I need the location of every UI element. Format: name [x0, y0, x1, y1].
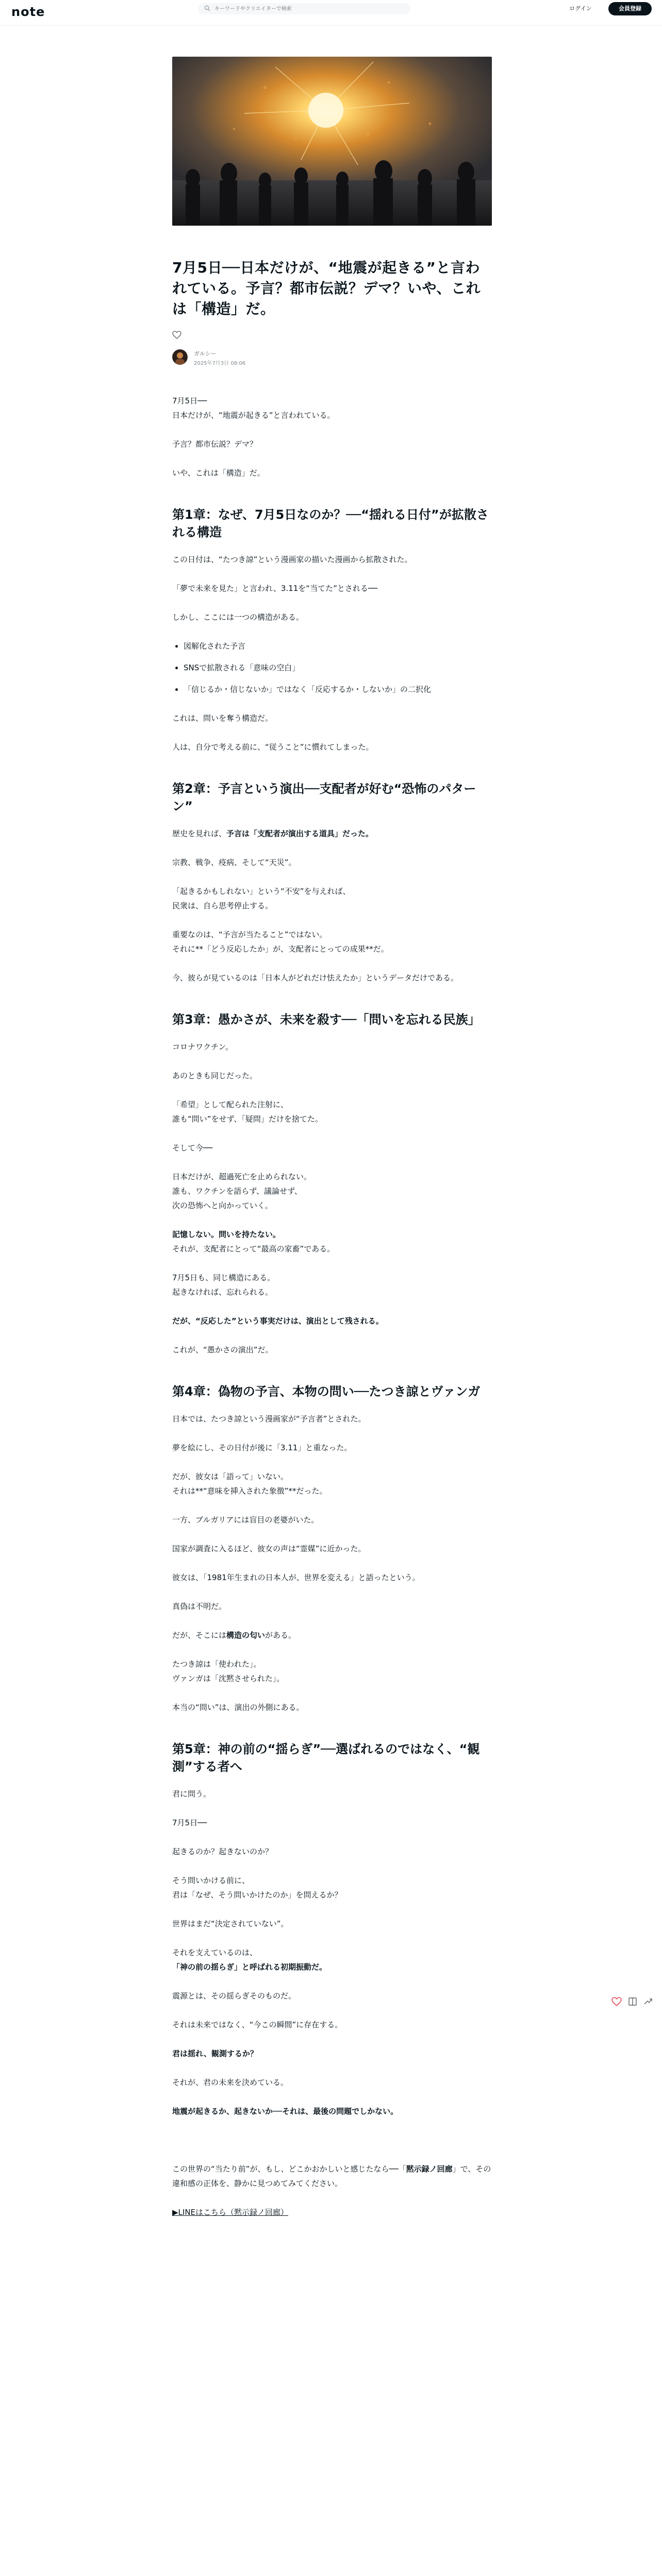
article-body — [172, 394, 492, 2219]
paragraph: 今、彼らが見ているのは「日本人がどれだけ怯えたか」というデータだけである。 — [172, 973, 459, 982]
paragraph: 国家が調査に入るほど、彼女の声は“霊媒”に近かった。 — [172, 1544, 366, 1553]
avatar[interactable] — [172, 349, 188, 365]
paragraph: 君に問う。 — [172, 1789, 211, 1799]
chapter-heading: 第1章：なぜ、7月5日なのか？──“揺れる日付”が拡散される構造 — [172, 507, 489, 539]
paragraph: 真偽は不明だ。 — [172, 1602, 227, 1611]
paragraph: 人は、自分で考える前に、“従うこと”に慣れてしまった。 — [172, 742, 374, 752]
paragraph: しかし、ここには一つの構造がある。 — [172, 613, 304, 622]
bullet-list — [184, 639, 492, 697]
paragraph: そして今── — [172, 1143, 213, 1153]
list-item: • 図解化された予言 — [184, 639, 492, 653]
author-block[interactable] — [172, 348, 492, 367]
text: だが、そこには — [172, 1631, 227, 1640]
paragraph: だが、彼女は「語って」いない。 — [172, 1472, 289, 1481]
paragraph: これは、問いを奪う構造だ。 — [172, 714, 273, 723]
list-item: • SNSで拡散される「意味の空白」 — [184, 660, 492, 675]
site-header — [0, 0, 662, 26]
search-icon — [204, 5, 210, 11]
paragraph: 本当の“問い”は、演出の外側にある。 — [172, 1703, 304, 1712]
article — [172, 258, 492, 2234]
paragraph: 起きるのか？起きないのか？ — [172, 1847, 273, 1856]
paragraph — [172, 1314, 492, 1328]
article-title: 7月5日──日本だけが、“地震が起きる”と言われている。予言？都市伝説？デマ？いや、これは「構造」だ。 — [172, 259, 481, 317]
paragraph — [172, 1227, 492, 1242]
login-button[interactable]: ログイン — [569, 5, 592, 12]
signup-button[interactable]: 会員登録 — [608, 2, 652, 15]
share-icon[interactable] — [643, 1997, 653, 2006]
paragraph: 日本だけが、超過死亡を止められない。 — [172, 1172, 312, 1181]
bold-text: 予言は「支配者が演出する道具」だった。 — [226, 829, 374, 838]
paragraph: 君は「なぜ、そう問いかけたのか」を問えるか？ — [172, 1890, 342, 1900]
bold-text: 構造の匂い — [226, 1631, 266, 1640]
paragraph: ヴァンガは「沈黙させられた」。 — [172, 1674, 285, 1683]
paragraph — [172, 2205, 492, 2219]
paragraph: 宗教、戦争、疫病、そして“天災”。 — [172, 858, 296, 867]
heart-icon[interactable] — [172, 331, 181, 339]
paragraph: それが、支配者にとって“最高の家畜”である。 — [172, 1244, 335, 1253]
text: 」で、その違和感の正体を、静かに見つめてみてください。 — [172, 2164, 491, 2188]
paragraph: 彼女は、「1981年生まれの日本人が、世界を変える」と語ったという。 — [172, 1573, 420, 1582]
paragraph: 一方、ブルガリアには盲目の老婆がいた。 — [172, 1515, 319, 1524]
paragraph: 「夢で未来を見た」と言われ、3.11を“当てた”とされる── — [172, 584, 377, 593]
bookmark-icon[interactable] — [628, 1997, 637, 2006]
list-item: • 「信じるか・信じないか」ではなく「反応するか・しないか」の二択化 — [184, 682, 492, 697]
chapter-heading: 第2章：予言という演出──支配者が好む“恐怖のパターン” — [172, 782, 476, 814]
paragraph: 7月5日── — [172, 1818, 207, 1827]
paragraph: 夢を絵にし、その日付が後に「3.11」と重なった。 — [172, 1443, 352, 1452]
text: この世界の“当たり前”が、もし、どこかおかしいと感じたなら──「 — [172, 2164, 406, 2174]
paragraph: 民衆は、自ら思考停止する。 — [172, 901, 273, 910]
bold-text: だが、“反応した”という事実だけは、演出として残される。 — [172, 1316, 384, 1326]
bold-text: 「神の前の揺らぎ」と呼ばれる初期振動だ。 — [172, 1962, 327, 1972]
paragraph — [172, 1960, 492, 1974]
bold-text: 黙示録ノ回廊 — [406, 2164, 453, 2174]
bold-text: 君は揺れ、観測するか？ — [172, 2049, 258, 2058]
author-name[interactable]: ガルシー — [194, 350, 217, 357]
chapter-heading: 第5章：神の前の“揺らぎ”──選ばれるのではなく、“観測”する者へ — [172, 1742, 480, 1774]
paragraph: 日本では、たつき諒という漫画家が“予言者”とされた。 — [172, 1414, 366, 1423]
text: がある。 — [265, 1631, 296, 1640]
paragraph: それが、君の未来を決めている。 — [172, 2078, 289, 2087]
search-bar[interactable] — [198, 3, 410, 14]
chapter-heading: 第3章：愚かさが、未来を殺す──「問いを忘れる民族」 — [172, 1012, 481, 1027]
paragraph: それは未来ではなく、“今この瞬間”に存在する。 — [172, 2020, 343, 2029]
paragraph: 予言？都市伝説？デマ？ — [172, 439, 258, 449]
paragraph: それに**「どう反応したか」が、支配者にとっての成果**だ。 — [172, 944, 389, 954]
paragraph: 誰も、ワクチンを語らず、議論せず、 — [172, 1187, 302, 1196]
side-actions — [611, 1997, 658, 2009]
paragraph: 世界はまだ“決定されていない”。 — [172, 1919, 289, 1928]
paragraph: 次の恐怖へと向かっていく。 — [172, 1201, 273, 1210]
paragraph: 誰も“問い”をせず、「疑問」だけを捨てた。 — [172, 1114, 323, 1124]
paragraph: そう問いかける前に、 — [172, 1876, 250, 1885]
paragraph: たつき諒は「使われた」。 — [172, 1659, 261, 1669]
paragraph: 日本だけが、“地震が起きる”と言われている。 — [172, 411, 335, 420]
paragraph: 7月5日も、同じ構造にある。 — [172, 1273, 275, 1282]
paragraph: 重要なのは、“予言が当たること”ではない。 — [172, 930, 327, 939]
bold-text: 地震が起きるか、起きないか──それは、最後の問題でしかない。 — [172, 2107, 399, 2116]
heart-icon[interactable] — [611, 1997, 622, 2006]
paragraph — [172, 2046, 492, 2061]
publish-date: 2025年7月3日 08:06 — [194, 361, 246, 366]
paragraph: これが、“愚かさの演出”だ。 — [172, 1345, 273, 1354]
paragraph: 7月5日── — [172, 396, 207, 405]
paragraph: 震源とは、その揺らぎそのものだ。 — [172, 1991, 296, 2001]
paragraph: 起きなければ、忘れられる。 — [172, 1287, 273, 1297]
paragraph: 「起きるかもしれない」という“不安”を与えれば、 — [172, 887, 351, 896]
search-input[interactable] — [214, 5, 400, 13]
paragraph — [172, 1628, 492, 1642]
bold-text: 記憶しない。問いを持たない。 — [172, 1230, 281, 1239]
paragraph — [172, 826, 492, 841]
paragraph: コロナワクチン。 — [172, 1042, 234, 1052]
line-link[interactable]: ▶LINEはこちら（黙示録ノ回廊） — [172, 2208, 289, 2217]
note-logo[interactable]: note — [11, 5, 45, 19]
paragraph — [172, 2162, 492, 2191]
paragraph: それは**“意味を挿入された象徴”**だった。 — [172, 1486, 327, 1496]
hero-image — [172, 57, 492, 226]
paragraph: それを支えているのは、 — [172, 1948, 258, 1957]
chapter-heading: 第4章：偽物の予言、本物の問い──たつき諒とヴァンガ — [172, 1384, 481, 1399]
paragraph: あのときも同じだった。 — [172, 1071, 258, 1080]
paragraph: いや、これは「構造」だ。 — [172, 468, 265, 478]
paragraph: 「希望」として配られた注射に、 — [172, 1100, 289, 1109]
paragraph: この日付は、“たつき諒”という漫画家の描いた漫画から拡散された。 — [172, 555, 412, 564]
paragraph — [172, 2104, 492, 2119]
text: 歴史を見れば、 — [172, 829, 227, 838]
